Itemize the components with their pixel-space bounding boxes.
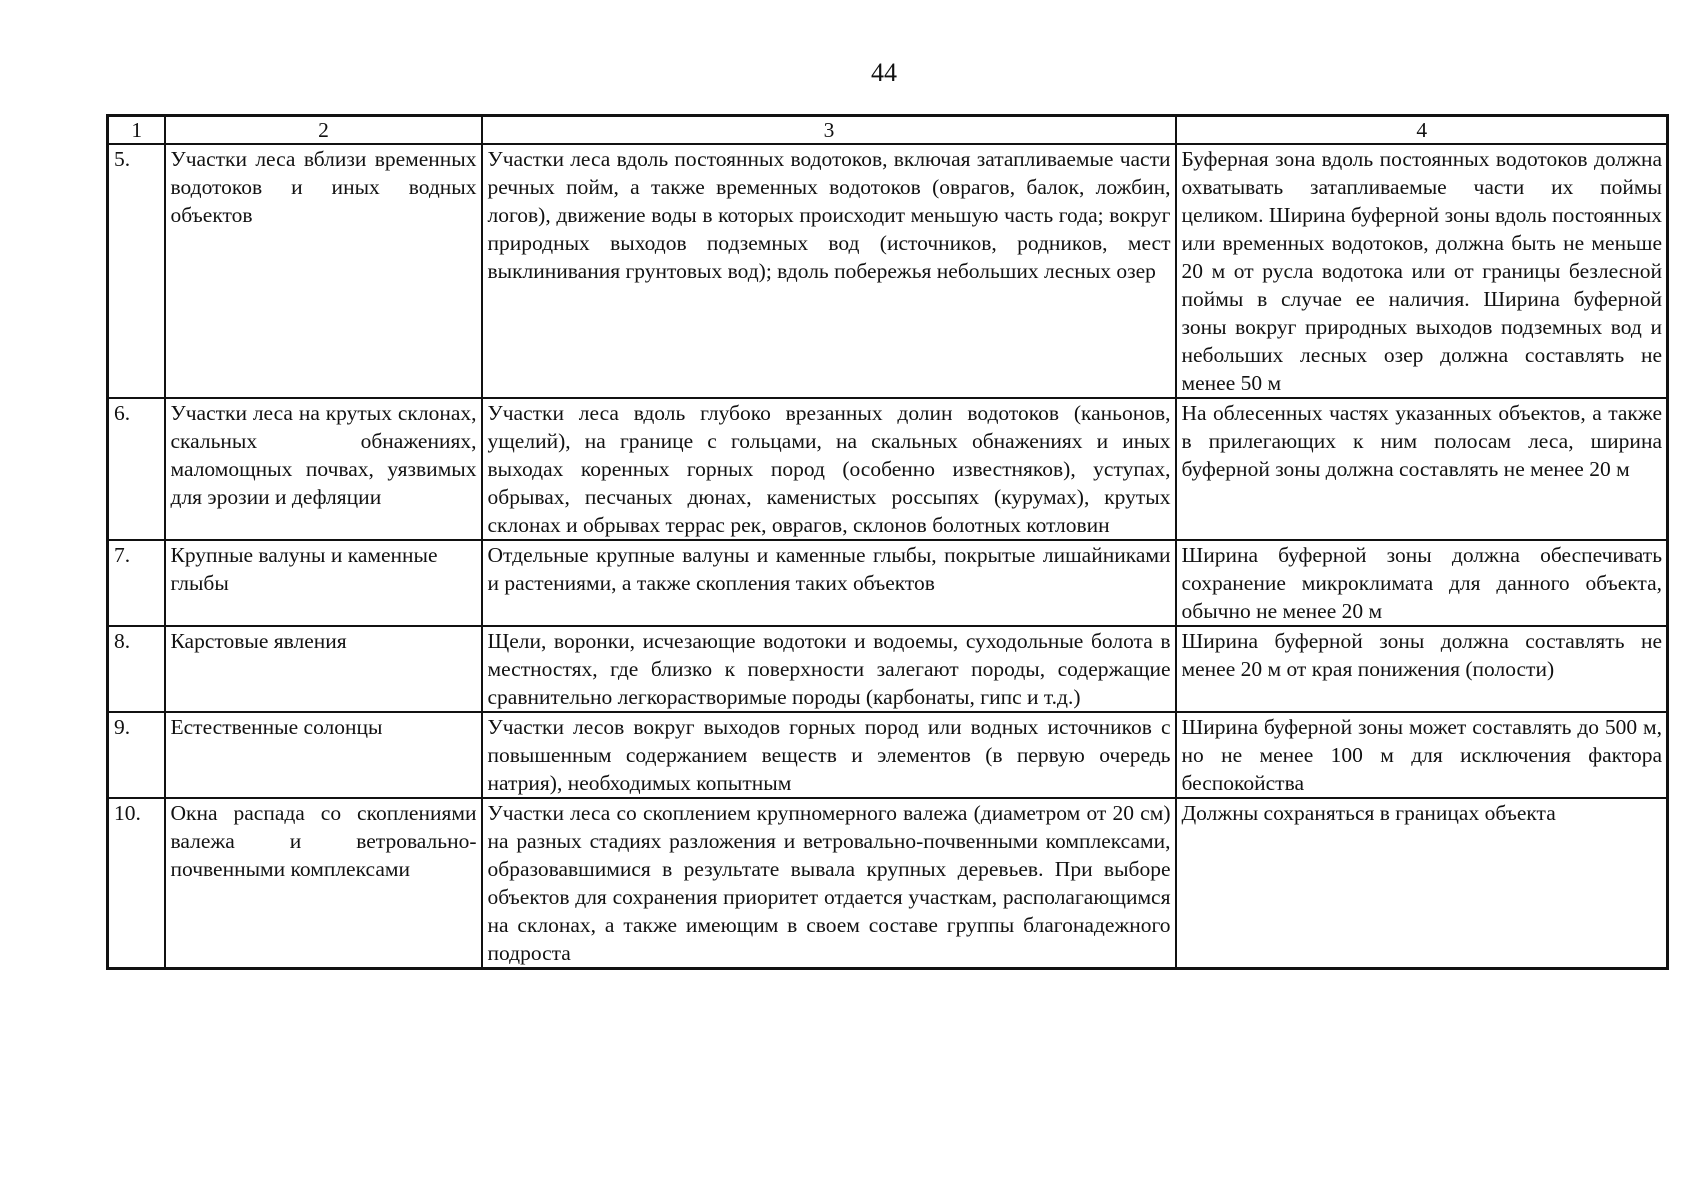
column-header-2: 2 <box>165 116 482 145</box>
buffer-zone-table <box>106 114 1669 970</box>
column-header-4: 4 <box>1176 116 1668 145</box>
buffer-zone-cell: Буферная зона вдоль постоянных водотоков должна охватывать затапливаемые части их поймы целиком. Ширина буферной зоны вдоль постоянных или временных водотоков, должна быть не меньше 20 м от русла водотока или от границы безлесной поймы в случае ее наличия. Ширина буферной зоны вокруг природных выходов подземных вод и небольших лесных озер должна составлять не менее 50 м <box>1176 144 1668 398</box>
row-number: 9. <box>108 712 165 798</box>
object-name-cell: Карстовые явления <box>165 626 482 712</box>
column-header-1: 1 <box>108 116 165 145</box>
table-row <box>108 712 1668 798</box>
row-number: 10. <box>108 798 165 969</box>
table-row <box>108 798 1668 969</box>
page-number: 44 <box>871 58 897 87</box>
buffer-zone-cell: Должны сохраняться в границах объекта <box>1176 798 1668 969</box>
table-row <box>108 144 1668 398</box>
row-number: 5. <box>108 144 165 398</box>
row-number: 7. <box>108 540 165 626</box>
table-row <box>108 398 1668 540</box>
object-name-cell: Естественные солонцы <box>165 712 482 798</box>
object-name-cell: Крупные валуны и каменные глыбы <box>165 540 482 626</box>
object-name-cell: Окна распада со скоплениями валежа и ветровально-почвенными комплексами <box>165 798 482 969</box>
row-number: 6. <box>108 398 165 540</box>
object-name-cell: Участки леса на крутых склонах, скальных обнажениях, маломощных почвах, уязвимых для эрозии и дефляции <box>165 398 482 540</box>
description-cell: Участки лесов вокруг выходов горных пород или водных источников с повышенным содержанием веществ и элементов (в первую очередь натрия), необходимых копытным <box>482 712 1176 798</box>
buffer-zone-cell: Ширина буферной зоны может составлять до 500 м, но не менее 100 м для исключения фактора беспокойства <box>1176 712 1668 798</box>
table-row <box>108 626 1668 712</box>
description-cell: Участки леса вдоль глубоко врезанных долин водотоков (каньонов, ущелий), на границе с гольцами, на скальных обнажениях и иных выходах коренных горных пород (особенно известняков), уступах, обрывах, песчаных дюнах, каменистых россыпях (курумах), крутых склонах и обрывах террас рек, оврагов, склонов болотных котловин <box>482 398 1176 540</box>
buffer-zone-cell: Ширина буферной зоны должна составлять не менее 20 м от края понижения (полости) <box>1176 626 1668 712</box>
table-header-row <box>108 116 1668 145</box>
description-cell: Отдельные крупные валуны и каменные глыбы, покрытые лишайниками и растениями, а также скопления таких объектов <box>482 540 1176 626</box>
description-cell: Участки леса со скоплением крупномерного валежа (диаметром от 20 см) на разных стадиях разложения и ветровально-почвенными комплексами, образовавшимися в результате вывала крупных деревьев. При выборе объектов для сохранения приоритет отдается участкам, располагающимся на склонах, а также имеющим в своем составе группы благонадежного подроста <box>482 798 1176 969</box>
buffer-zone-cell: Ширина буферной зоны должна обеспечивать сохранение микроклимата для данного объекта, обычно не менее 20 м <box>1176 540 1668 626</box>
table-row <box>108 540 1668 626</box>
column-header-3: 3 <box>482 116 1176 145</box>
description-cell: Участки леса вдоль постоянных водотоков, включая затапливаемые части речных пойм, а также временных водотоков (оврагов, балок, ложбин, логов), движение воды в которых происходит меньшую часть года; вокруг природных выходов подземных вод (источников, родников, мест выклинивания грунтовых вод); вдоль побережья небольших лесных озер <box>482 144 1176 398</box>
row-number: 8. <box>108 626 165 712</box>
description-cell: Щели, воронки, исчезающие водотоки и водоемы, суходольные болота в местностях, где близко к поверхности залегают породы, содержащие сравнительно легкорастворимые породы (карбонаты, гипс и т.д.) <box>482 626 1176 712</box>
buffer-zone-cell: На облесенных частях указанных объектов, а также в прилегающих к ним полосам леса, ширина буферной зоны должна составлять не менее 20 м <box>1176 398 1668 540</box>
object-name-cell: Участки леса вблизи временных водотоков и иных водных объектов <box>165 144 482 398</box>
